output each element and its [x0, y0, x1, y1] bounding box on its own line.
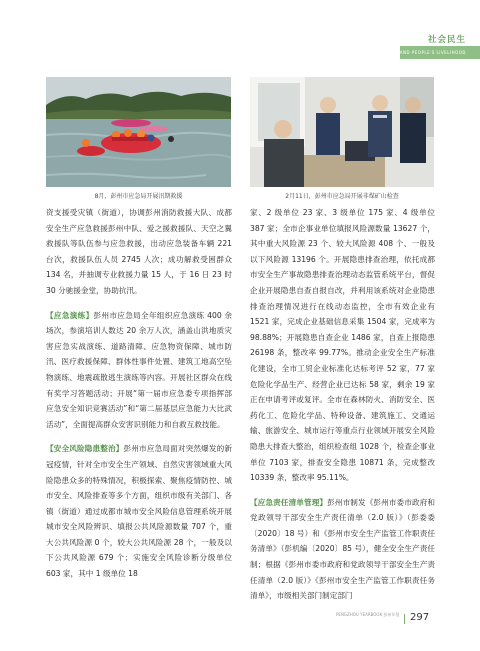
section-title: 社会民生 — [427, 35, 466, 45]
risk-source-paragraph: 家、2 级单位 23 家、3 级单位 175 家、4 级单位 387 家；全市企事业单位填报风险源数量 13627 个，其中重大风险源 23 个、较大风险源 408 个、一般及以下风险源 13196 个。开展隐患排查治理，依托成都市安全生产事故隐患排查治理动态监管系统平台，督促企业开展隐患自查自报自改，并利用该系统对企业隐患排查治理情况进行在线动态监控，全市有效企业有 1521 家，完成企业基础信息采集 1504 家，完成率为 98.88%；开展隐患自查企业 1486 家，自查上报隐患 26198 条，整改率 99.77%。推动企业安全生产标准化建设，全市工贸企业标准化达标考评 52 家，77 家危险化学品生产、经营企业已达标 58 家，剩余 19 家正在申请考评或复评。全市在森林防火、消防安全、医药化工、危险化学品、特种设备、建筑施工、交通运输、旅游安全、城市运行等重点行业领域开展安全风险隐患大排查大整治，组织检查组 1028 个，检查企事业单位 7103 家，排查安全隐患 10871 条，完成整改 10339 条，整改率 95.11%。 — [250, 208, 435, 483]
responsibility-list-paragraph: 【应急责任清单管理】彭州市制发《彭州市委市政府和党政领导干部安全生产责任清单（2.0 版）》（彭委委〔2020〕18 号）和《彭州市安全生产监管工作职责任务清单》（彭机编〔2020〕85 号），健全安全生产责任制；根据《彭州市委市政府和党政领导干部安全生产责任清单（2.0 版）》《彭州市安全生产监管工作职责任务清单》，市级相关部门制定部门 — [250, 497, 436, 601]
section-subtitle: SOCIETY AND PEOPLE'S LIVELIHOOD — [377, 50, 466, 55]
flood-rescue-photo — [46, 77, 231, 187]
risk-rectification-paragraph: 【安全风险隐患整治】彭州市应急局面对突然爆发的新冠疫情，针对全市安全生产领域、自然灾害领域重大风险隐患众多的特殊情况，积极探索、聚焦疫情防控、城市安全、风险排查等多个方面，组织市级有关部门、各镇（街道）通过成都市城市安全风险信息管理系统开展城市安全风险辨识、填报公共风险源数量 707 个，重大公共风险源 0 个，较大公共风险源 28 个，一般及以下公共风险源 679 个；实施安全风险诊断分级单位 603 家，其中 1 级单位 18 — [46, 444, 233, 579]
mine-inspection-photo — [250, 77, 434, 187]
responsibility-list-heading: 【应急责任清单管理】 — [250, 497, 328, 507]
right-photo-caption: 2月11日，彭州市应急局开展非煤矿山检查 — [285, 193, 399, 200]
emergency-drill-paragraph: 【应急演练】彭州市应急局全年组织应急演练 400 余场次，参演培训人数达 20 余万人次，涵盖山洪地质灾害应急实战演练、道路清障、应急物资保障、城市防汛、医疗救援保障、群体性事件处置、建筑工地高空坠物演练、地震疏散逃生演练等内容。开展社区群众在线有奖学习答题活动；开展“第一届市应急委专项指挥部应急安全知识竞赛活动”和“第二届基层应急能力大比武活动”，全面提高群众安害识别能力和自救互救技能。 — [46, 310, 232, 429]
page-number: 297 — [410, 612, 430, 623]
left-photo-caption: 8月，彭州市应急局开展汛期救援 — [94, 193, 183, 200]
emergency-drill-heading: 【应急演练】 — [46, 310, 94, 320]
risk-rectification-heading: 【安全风险隐患整治】 — [46, 444, 124, 454]
footer-divider — [404, 614, 405, 624]
right-text-column — [250, 205, 435, 604]
flood-aid-paragraph: 资支援受灾镇（街道），协调彭州消防救援大队、成都安全生产应急救援彭州中队、爱之援救援队、天空之翼救援队等队伍参与应急救援，出动应急装备车辆 221 台次，救援队伍人员 2745 人次；成功解救受困群众 134 名，并抽调专业救援力量 15 人，于 16 日 23 时 30 分驰援金堂，协助抗汛。 — [46, 208, 232, 295]
journal-name: PENGZHOU YEARBOOK 彭州年鉴 — [336, 612, 400, 617]
left-text-column — [46, 205, 232, 582]
